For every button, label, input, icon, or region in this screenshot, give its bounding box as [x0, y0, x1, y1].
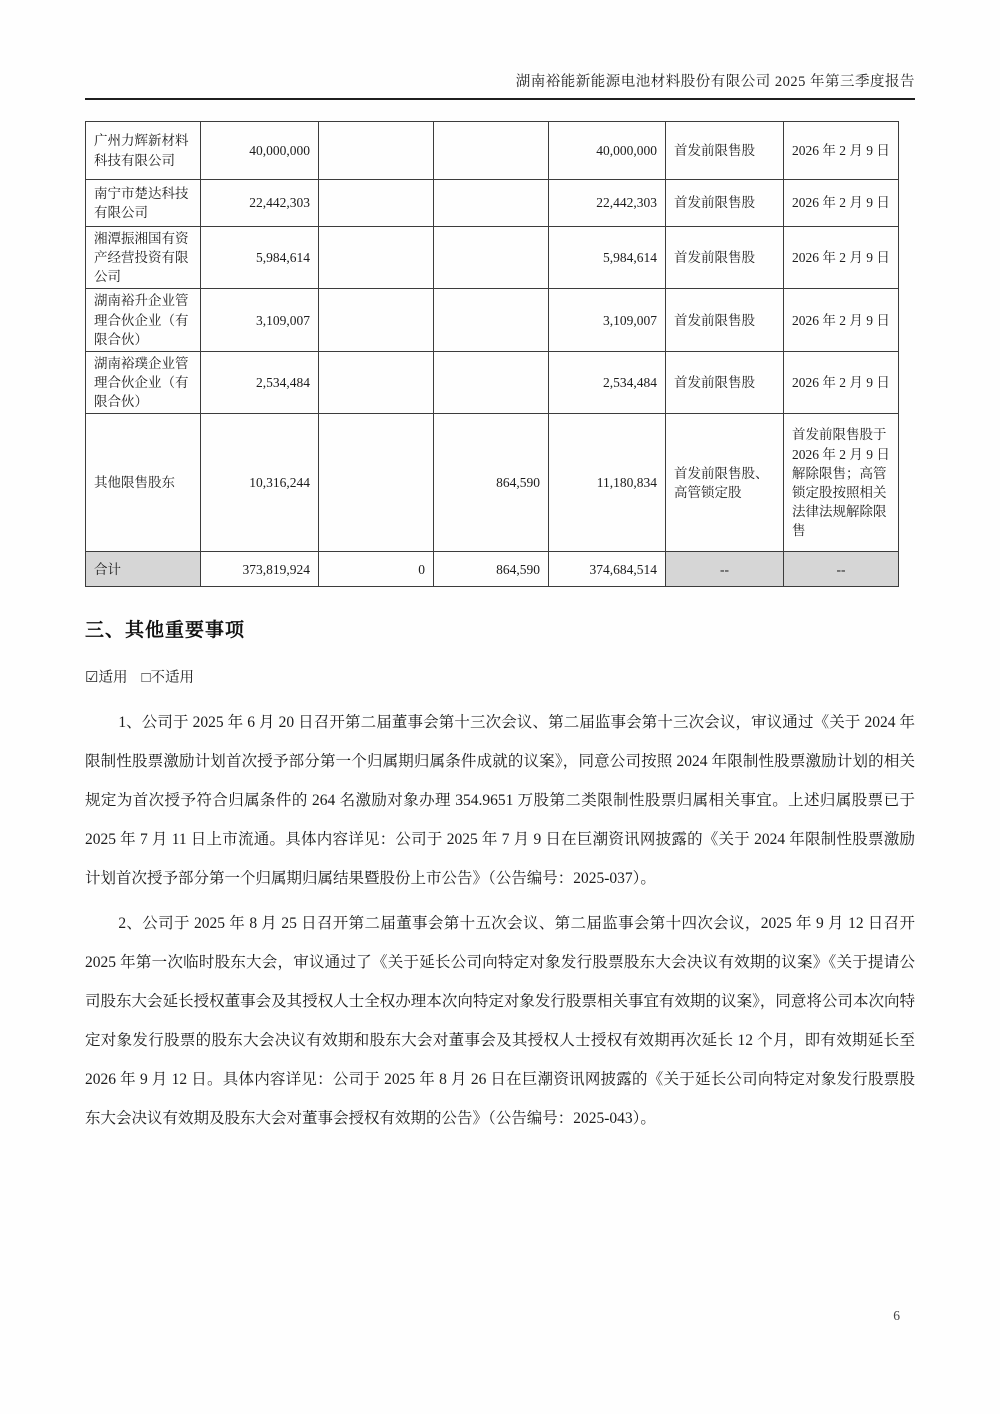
- shareholder-name-cell: 湘潭振湘国有资产经营投资有限公司: [86, 227, 201, 289]
- table-row: [86, 227, 899, 289]
- end-shares-cell: 40,000,000: [549, 122, 666, 180]
- released-shares-cell: [319, 414, 434, 552]
- begin-shares-cell: 10,316,244: [201, 414, 319, 552]
- added-shares-cell: [434, 351, 549, 413]
- paragraph-item-1: 1、公司于 2025 年 6 月 20 日召开第二届董事会第十三次会议、第二届监事会第十三次会议，审议通过《关于 2024 年限制性股票激励计划首次授予部分第一个归属期归属条件成就的议案》，同意公司按照 2024 年限制性股票激励计划的相关规定为首次授予符合归属条件的 264 名激励对象办理 354.9651 万股第二类限制性股票归属相关事宜。上述归属股票已于 2025 年 7 月 11 日上市流通。具体内容详见：公司于 2025 年 7 月 9 日在巨潮资讯网披露的《关于 2024 年限制性股票激励计划首次授予部分第一个归属期归属结果暨股份上市公告》（公告编号：2025-037）。: [85, 714, 915, 888]
- restriction-type-cell: 首发前限售股: [666, 180, 784, 227]
- table-row: [86, 289, 899, 351]
- added-shares-cell: [434, 180, 549, 227]
- report-header-title: 湖南裕能新能源电池材料股份有限公司 2025 年第三季度报告: [515, 74, 915, 90]
- table-total-row: [86, 552, 899, 587]
- released-shares-cell: [319, 289, 434, 351]
- not-applicable-label: 不适用: [150, 670, 195, 687]
- added-shares-cell: 864,590: [434, 414, 549, 552]
- release-date-cell: 2026 年 2 月 9 日: [784, 180, 899, 227]
- added-shares-cell: [434, 122, 549, 180]
- restriction-type-cell: 首发前限售股: [666, 289, 784, 351]
- begin-shares-cell: 5,984,614: [201, 227, 319, 289]
- end-shares-cell: 11,180,834: [549, 414, 666, 552]
- shareholder-name-cell: 其他限售股东: [86, 414, 201, 552]
- restricted-shares-table: [85, 121, 899, 587]
- total-added-shares-cell: 864,590: [434, 552, 549, 587]
- released-shares-cell: [319, 180, 434, 227]
- begin-shares-cell: 3,109,007: [201, 289, 319, 351]
- end-shares-cell: 5,984,614: [549, 227, 666, 289]
- added-shares-cell: [434, 289, 549, 351]
- unchecked-checkbox-icon: □: [141, 670, 151, 687]
- header-divider: [85, 98, 915, 100]
- section-title: 三、其他重要事项: [85, 620, 246, 642]
- page-content: [85, 0, 915, 1138]
- end-shares-cell: 22,442,303: [549, 180, 666, 227]
- end-shares-cell: 2,534,484: [549, 351, 666, 413]
- release-date-cell: 2026 年 2 月 9 日: [784, 122, 899, 180]
- total-restriction-type-cell: --: [666, 552, 784, 587]
- restriction-type-cell: 首发前限售股、高管锁定股: [666, 414, 784, 552]
- shareholder-name-cell: 广州力辉新材料科技有限公司: [86, 122, 201, 180]
- release-date-cell: 2026 年 2 月 9 日: [784, 289, 899, 351]
- added-shares-cell: [434, 227, 549, 289]
- total-release-date-cell: --: [784, 552, 899, 587]
- begin-shares-cell: 40,000,000: [201, 122, 319, 180]
- table-row: [86, 414, 899, 552]
- page-number: 6: [893, 1308, 900, 1323]
- restriction-type-cell: 首发前限售股: [666, 351, 784, 413]
- total-end-shares-cell: 374,684,514: [549, 552, 666, 587]
- total-begin-shares-cell: 373,819,924: [201, 552, 319, 587]
- released-shares-cell: [319, 122, 434, 180]
- shareholder-name-cell: 湖南裕璞企业管理合伙企业（有限合伙）: [86, 351, 201, 413]
- end-shares-cell: 3,109,007: [549, 289, 666, 351]
- shareholder-name-cell: 湖南裕升企业管理合伙企业（有限合伙）: [86, 289, 201, 351]
- table-row: [86, 122, 899, 180]
- begin-shares-cell: 2,534,484: [201, 351, 319, 413]
- released-shares-cell: [319, 227, 434, 289]
- table-row: [86, 351, 899, 413]
- release-date-cell: 2026 年 2 月 9 日: [784, 227, 899, 289]
- shareholder-name-cell: 南宁市楚达科技有限公司: [86, 180, 201, 227]
- begin-shares-cell: 22,442,303: [201, 180, 319, 227]
- total-label-cell: 合计: [86, 552, 201, 587]
- applicable-selector: [85, 666, 915, 687]
- paragraph-item-2: 2、公司于 2025 年 8 月 25 日召开第二届董事会第十五次会议、第二届监事会第十四次会议，2025 年 9 月 12 日召开 2025 年第一次临时股东大会，审议通过了《关于延长公司向特定对象发行股票股东大会决议有效期的议案》《关于提请公司股东大会延长授权董事会及其授权人士全权办理本次向特定对象发行股票相关事宜有效期的议案》，同意将公司本次向特定对象发行股票的股东大会决议有效期和股东大会对董事会及其授权人士授权有效期再次延长 12 个月，即有效期延长至 2026 年 9 月 12 日。具体内容详见：公司于 2025 年 8 月 26 日在巨潮资讯网披露的《关于延长公司向特定对象发行股票股东大会决议有效期及股东大会对董事会授权有效期的公告》（公告编号：2025-043）。: [85, 915, 915, 1128]
- table-row: [86, 180, 899, 227]
- restriction-type-cell: 首发前限售股: [666, 227, 784, 289]
- release-date-cell: 首发前限售股于 2026 年 2 月 9 日解除限售；高管锁定股按照相关法律法规解除限售: [784, 414, 899, 552]
- release-date-cell: 2026 年 2 月 9 日: [784, 351, 899, 413]
- total-released-shares-cell: 0: [319, 552, 434, 587]
- applicable-label: 适用: [98, 670, 128, 687]
- checked-checkbox-icon: ☑: [85, 670, 99, 687]
- released-shares-cell: [319, 351, 434, 413]
- restriction-type-cell: 首发前限售股: [666, 122, 784, 180]
